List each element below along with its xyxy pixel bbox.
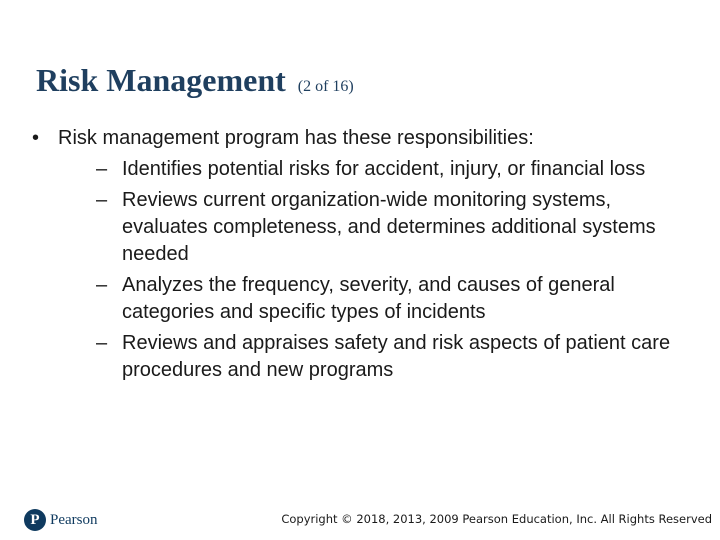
dash-icon: –: [96, 158, 108, 180]
sub-bullet-item: [96, 272, 702, 326]
sub-bullet-text: Analyzes the frequency, severity, and causes of general categories and specific types of incidents: [122, 274, 615, 323]
pearson-logo-text: Pearson: [50, 511, 98, 528]
bullet-icon: •: [32, 127, 40, 149]
dash-icon: –: [96, 189, 108, 211]
bullet-text: Risk management program has these responsibilities:: [58, 127, 534, 149]
sub-bullet-item: [96, 330, 702, 384]
pearson-logo: [24, 509, 98, 531]
slide-title: [36, 62, 354, 99]
title-page-indicator: (2 of 16): [297, 78, 354, 95]
sub-bullet-item: [96, 156, 702, 183]
pearson-logo-icon: P: [24, 509, 46, 531]
sub-bullet-text: Reviews and appraises safety and risk aspects of patient care procedures and new programs: [122, 332, 671, 381]
dash-icon: –: [96, 332, 108, 354]
sub-bullet-list: [58, 156, 692, 384]
sub-bullet-item: [96, 187, 702, 268]
sub-bullet-text: Reviews current organization-wide monitoring systems, evaluates completeness, and determines additional systems needed: [122, 189, 656, 265]
title-main: Risk Management: [36, 62, 286, 98]
sub-bullet-text: Identifies potential risks for accident, injury, or financial loss: [122, 158, 646, 180]
bullet-list: [32, 125, 692, 388]
dash-icon: –: [96, 274, 108, 296]
copyright-notice: Copyright © 2018, 2013, 2009 Pearson Education, Inc. All Rights Reserved: [281, 512, 712, 526]
bullet-item: [32, 125, 692, 384]
